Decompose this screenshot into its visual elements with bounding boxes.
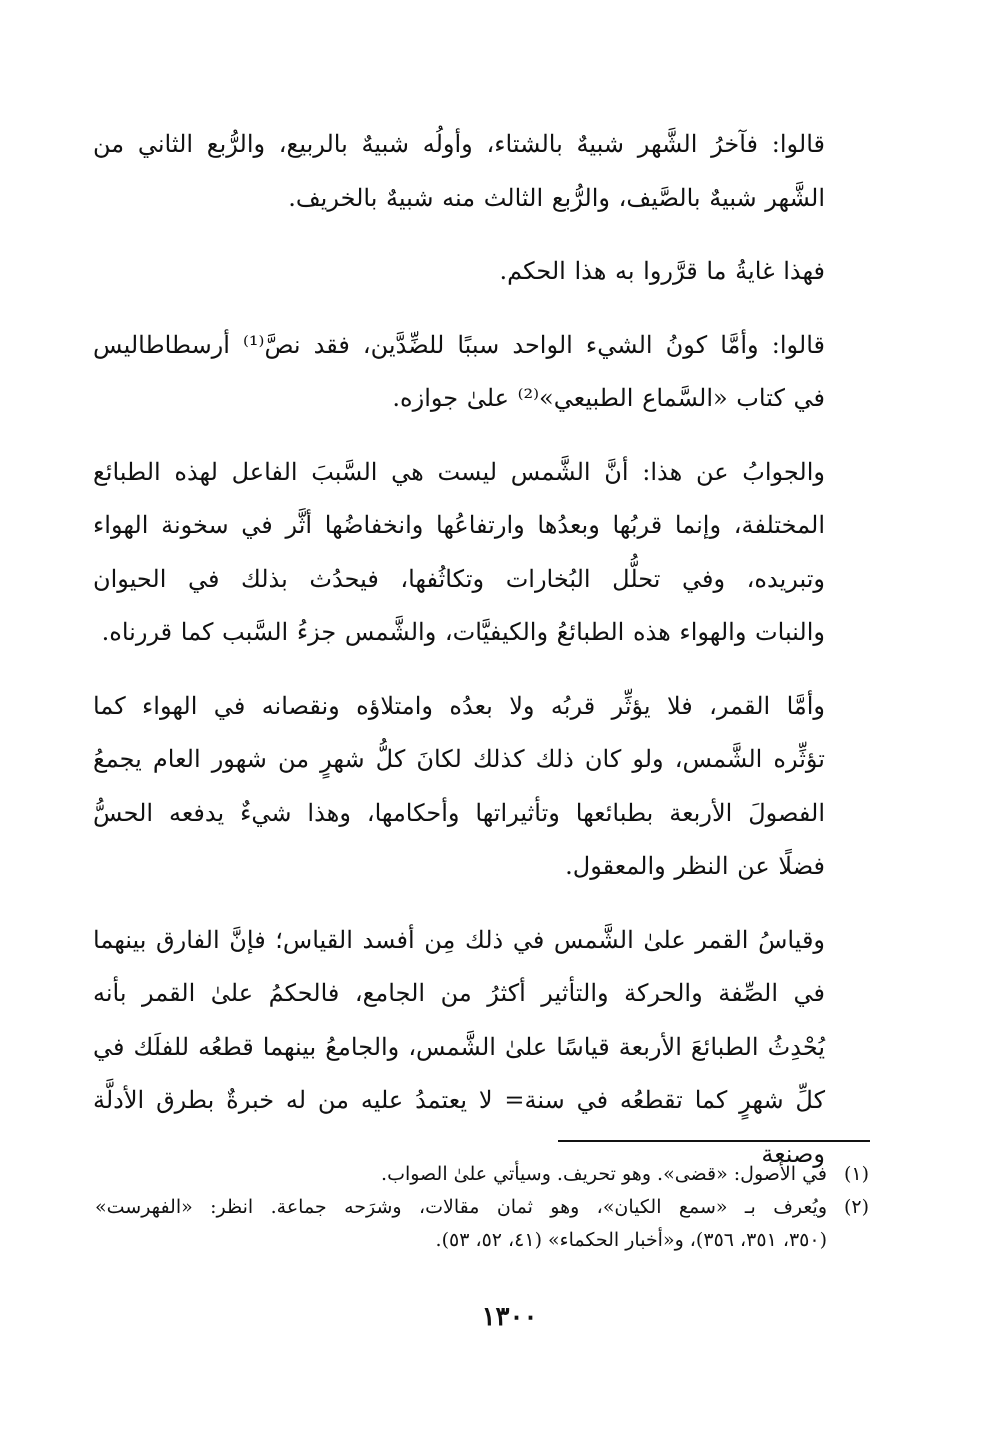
page-number: ١٣٠٠ <box>481 1302 538 1332</box>
text-line: تؤثِّره الشَّمس، ولو كان ذلك كذلك لكانَ كلُّ شهرٍ من شهور العام يجمعُ <box>93 745 825 773</box>
text-line: قالوا: فآخرُ الشَّهر شبيهٌ بالشتاء، وأولُه شبيهٌ بالربيع، والرُّبع الثاني من <box>93 130 825 158</box>
footnote-line: ويُعرف بـ «سمع الكيان»، وهو ثمان مقالات، وشرَحه جماعة. انظر: «الفهرست» <box>95 1196 827 1218</box>
footnote-number: (٢) <box>843 1196 869 1218</box>
main-text <box>93 118 863 1201</box>
footnotes <box>95 1158 869 1257</box>
footnote-text <box>95 1158 827 1191</box>
footnote-text <box>95 1191 827 1257</box>
paragraph-3 <box>93 319 863 426</box>
text-line: المختلفة، وإنما قربُها وبعدُها وارتفاعُها وانخفاضُها أثَّر في سخونة الهواء <box>93 511 825 539</box>
footnote-2 <box>95 1191 869 1257</box>
paragraph-2 <box>93 245 863 299</box>
footnote-1 <box>95 1158 869 1191</box>
text-line: وقياسُ القمر علىٰ الشَّمس في ذلك مِن أفسد القياس؛ فإنَّ الفارق بينهما <box>93 925 826 954</box>
paragraph-5 <box>93 680 863 894</box>
footnote-line: في الأصول: «قضى». وهو تحريف. وسيأتي علىٰ الصواب. <box>381 1163 827 1185</box>
text-line: في الصِّفة والحركة والتأثير أكثرُ من الجامع، فالحكمُ علىٰ القمر بأنه <box>93 979 825 1007</box>
text-line: كلِّ شهرٍ كما تقطعُه في سنة= لا يعتمدُ عليه من له خبرةٌ بطرق الأدلَّة وصنعة <box>93 1086 826 1168</box>
text-line: فهذا غايةُ ما قرَّروا به هذا الحكم. <box>499 257 825 285</box>
text-line: والنبات والهواء هذه الطبائعُ والكيفيَّات، والشَّمس جزءُ السَّبب كما قررناه. <box>101 618 825 646</box>
paragraph-4 <box>93 446 863 660</box>
text-line: يُحْدِثُ الطبائعَ الأربعة قياسًا علىٰ الشَّمس، والجامعُ بينهما قطعُه للفلَك في <box>93 1032 825 1061</box>
paragraph-1 <box>93 118 863 225</box>
text-line: قالوا: وأمَّا كونُ الشيء الواحد سببًا للضِّدَّين، فقد نصَّ⁽¹⁾ أرسطاطاليس <box>93 330 825 359</box>
footnote-divider <box>558 1140 870 1142</box>
text-line: الفصولَ الأربعة بطبائعها وتأثيراتها وأحكامها، وهذا شيءٌ يدفعه الحسُّ <box>93 798 825 827</box>
text-line: في كتاب «السَّماع الطبيعي»⁽²⁾ علىٰ جوازه. <box>392 384 825 412</box>
text-line: والجوابُ عن هذا: أنَّ الشَّمس ليست هي السَّببَ الفاعل لهذه الطبائع <box>93 457 825 486</box>
text-line: وتبريده، وفي تحلُّل البُخارات وتكاثُفها، فيحدُث بذلك في الحيوان <box>93 564 825 593</box>
footnote-line: (٣٥٠، ٣٥١، ٣٥٦)، و«أخبار الحكماء» (٤١، ٥٢، ٥٣). <box>435 1229 827 1251</box>
text-line: الشَّهر شبيهٌ بالصَّيف، والرُّبع الثالث منه شبيهٌ بالخريف. <box>288 183 825 212</box>
text-line: فضلًا عن النظر والمعقول. <box>565 852 825 880</box>
footnote-number: (١) <box>843 1163 869 1185</box>
text-line: وأمَّا القمر، فلا يؤثِّر قربُه ولا بعدُه وامتلاؤه ونقصانه في الهواء كما <box>93 691 825 720</box>
